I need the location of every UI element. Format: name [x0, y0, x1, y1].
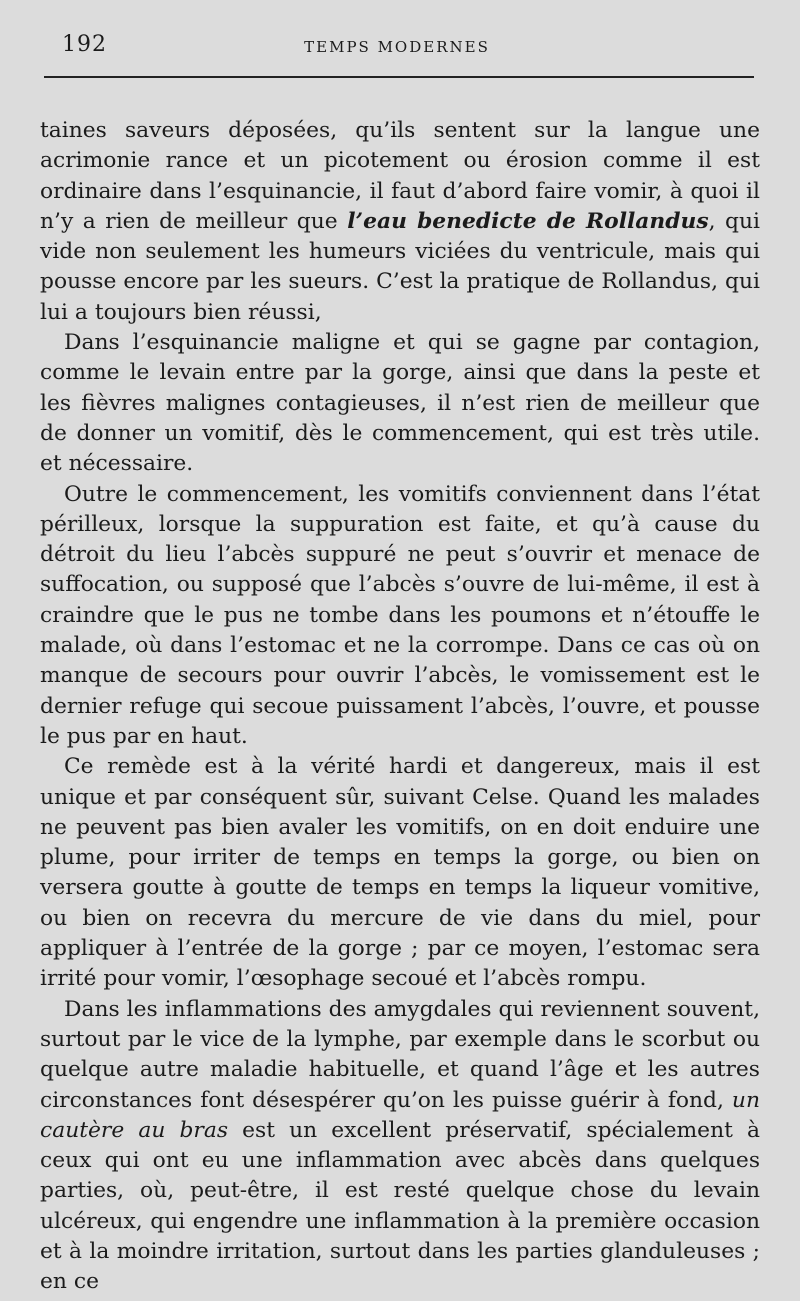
- text-segment: Dans les inflammations des amygdales qui reviennent souvent, surtout par le vice de la lymphe, par exemple dans le scorbut ou quelque autre maladie habituelle, et quand l’âge et les autres circonstances font désespérer qu’on les puisse guérir à fond,: [40, 996, 760, 1113]
- paragraph-1: [40, 116, 760, 328]
- italic-segment: un cautère au bras: [40, 1087, 760, 1143]
- paragraph-4: [40, 752, 760, 994]
- text-segment: est un excellent préservatif, spécialement à ceux qui ont eu une inflammation avec abcès dans quelques parties, où, peut-être, il est resté quelque chose du levain ulcéreux, qui engendre une inflammation à la première occasion et à la moindre irritation, surtout dans les parties glanduleuses ; en ce: [40, 1117, 760, 1295]
- text-segment: Dans l’esquinancie maligne et qui se gagne par contagion, comme le levain entre par la gorge, ainsi que dans la peste et les fièvres malignes contagieuses, il n’est rien de meilleur que de donner un vomitif, dès le commencement, qui est très utile. et nécessaire.: [40, 330, 760, 477]
- paragraph-3: [40, 480, 760, 753]
- page-header: [40, 32, 754, 66]
- text-segment: , qui vide non seulement les humeurs viciées du ventricule, mais qui pousse encore par les sueurs. C’est la pratique de Rollandus, qui lui a toujours bien réussi,: [40, 208, 761, 325]
- text-segment: taines saveurs déposées, qu’ils sentent sur la langue une acrimonie rance et un picotement ou érosion comme il est ordinaire dans l’esquinancie, il faut d’abord faire vomir, à quoi il n’y a rien de meilleur que: [40, 118, 760, 234]
- text-segment: Ce remède est à la vérité hardi et dangereux, mais il est unique et par conséquent sûr, suivant Celse. Quand les malades ne peuvent pas bien avaler les vomitifs, on en doit enduire une plume, pour irriter de temps en temps la gorge, ou bien on versera goutte à goutte de temps en temps la liqueur vomitive, ou bien on recevra du mercure de vie dans du miel, pour appliquer à l’entrée de la gorge ; par ce moyen, l’estomac sera irrité pour vomir, l’œsophage secoué et l’abcès rompu.: [40, 754, 760, 992]
- header-rule: [44, 76, 754, 78]
- paragraph-5: [40, 995, 760, 1298]
- page-number: 192: [62, 32, 107, 57]
- text-segment: Outre le commencement, les vomitifs conviennent dans l’état périlleux, lorsque la suppuration est faite, et qu’à cause du détroit du lieu l’abcès suppuré ne peut s’ouvrir et menace de suffocation, ou supposé que l’abcès s’ouvre de lui-même, il est à craindre que le pus ne tombe dans les poumons et n’étouffe le malade, où dans l’estomac et ne la corrompe. Dans ce cas où on manque de secours pour ouvrir l’abcès, le vomissement est le dernier refuge qui secoue puissament l’abcès, l’ouvre, et pousse le pus par en haut.: [40, 481, 760, 749]
- running-title: TEMPS MODERNES: [304, 38, 490, 56]
- body-text: [40, 116, 760, 1298]
- paragraph-2: [40, 328, 760, 479]
- italic-segment: l’eau benedicte de Rollandus: [347, 208, 709, 234]
